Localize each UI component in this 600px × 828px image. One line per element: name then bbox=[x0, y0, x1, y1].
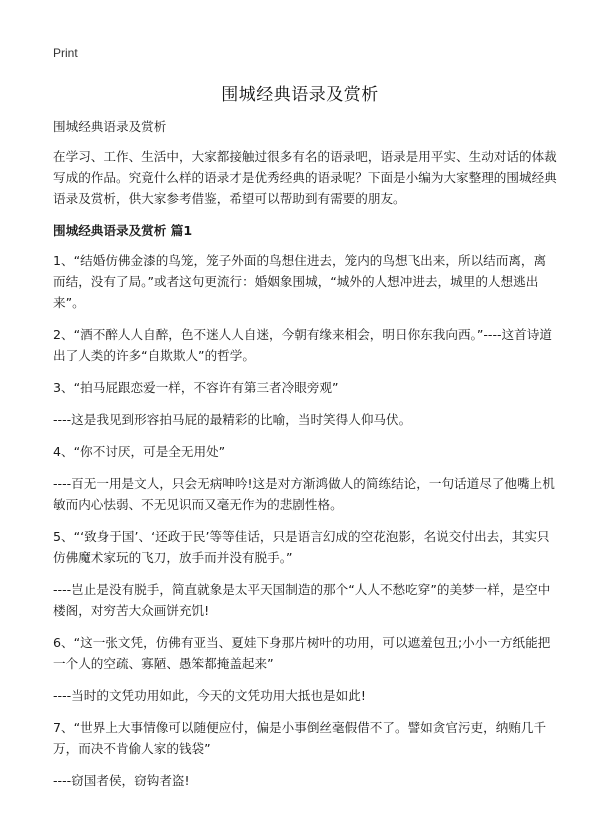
quote-5: 5、“‘致身于国’、‘还政于民’等等佳话，只是语言幻成的空花泡影，名说交付出去，其实只仿佛魔术家玩的飞刀，放手而并没有脱手。” bbox=[53, 529, 550, 565]
article-subtitle: 围城经典语录及赏析 bbox=[53, 119, 167, 134]
quote-3: 3、“拍马屁跟恋爱一样，不容许有第三者冷眼旁观” bbox=[53, 380, 339, 395]
commentary-6: ----当时的文凭功用如此，今天的文凭功用大抵也是如此! bbox=[53, 688, 366, 703]
quote-1: 1、“结婚仿佛金漆的鸟笼，笼子外面的鸟想住进去，笼内的鸟想飞出来，所以结而离，离而结，没有了局。”或者这句更流行：婚姻象围城，“城外的人想冲进去，城里的人想逃出来”。 bbox=[53, 253, 547, 310]
commentary-3: ----这是我见到形容拍马屁的最精彩的比喻，当时笑得人仰马伏。 bbox=[53, 412, 412, 427]
commentary-4: ----百无一用是文人，只会无病呻吟!这是对方渐鸿做人的简练结论，一句话道尽了他嘴上机敏而内心怯弱、不无见识而又毫无作为的悲剧性格。 bbox=[53, 476, 555, 512]
article-body bbox=[53, 116, 558, 802]
print-link[interactable]: Print bbox=[53, 46, 78, 60]
quote-4: 4、“你不讨厌，可是全无用处” bbox=[53, 444, 226, 459]
quote-7: 7、“世界上大事情像可以随便应付，偏是小事倒丝毫假借不了。譬如贪官污吏，纳贿几千万，而决不肯偷人家的钱袋” bbox=[53, 720, 547, 756]
intro-paragraph: 在学习、工作、生活中，大家都接触过很多有名的语录吧，语录是用平实、生动对话的体裁写成的作品。究竟什么样的语录才是优秀经典的语录呢？下面是小编为大家整理的围城经典语录及赏析，供大家参考借鉴，希望可以帮助到有需要的朋友。 bbox=[53, 149, 557, 206]
commentary-5: ----岂止是没有脱手，简直就象是太平天国制造的那个“人人不愁吃穿”的美梦一样，是空中楼阁，对穷苦大众画饼充饥! bbox=[53, 582, 551, 618]
section-heading: 围城经典语录及赏析 篇1 bbox=[53, 223, 193, 238]
quote-2: 2、“酒不醉人人自醉，色不迷人人自迷，今朝有缘来相会，明日你东我向西。”----这首诗道出了人类的许多“自欺欺人”的哲学。 bbox=[53, 327, 552, 363]
commentary-7: ----窃国者侯，窃钩者盗! bbox=[53, 773, 190, 788]
quote-6: 6、“这一张文凭，仿佛有亚当、夏娃下身那片树叶的功用，可以遮羞包丑;小小一方纸能把一个人的空疏、寡陋、愚笨都掩盖起来” bbox=[53, 635, 551, 671]
page-title: 围城经典语录及赏析 bbox=[221, 85, 379, 105]
